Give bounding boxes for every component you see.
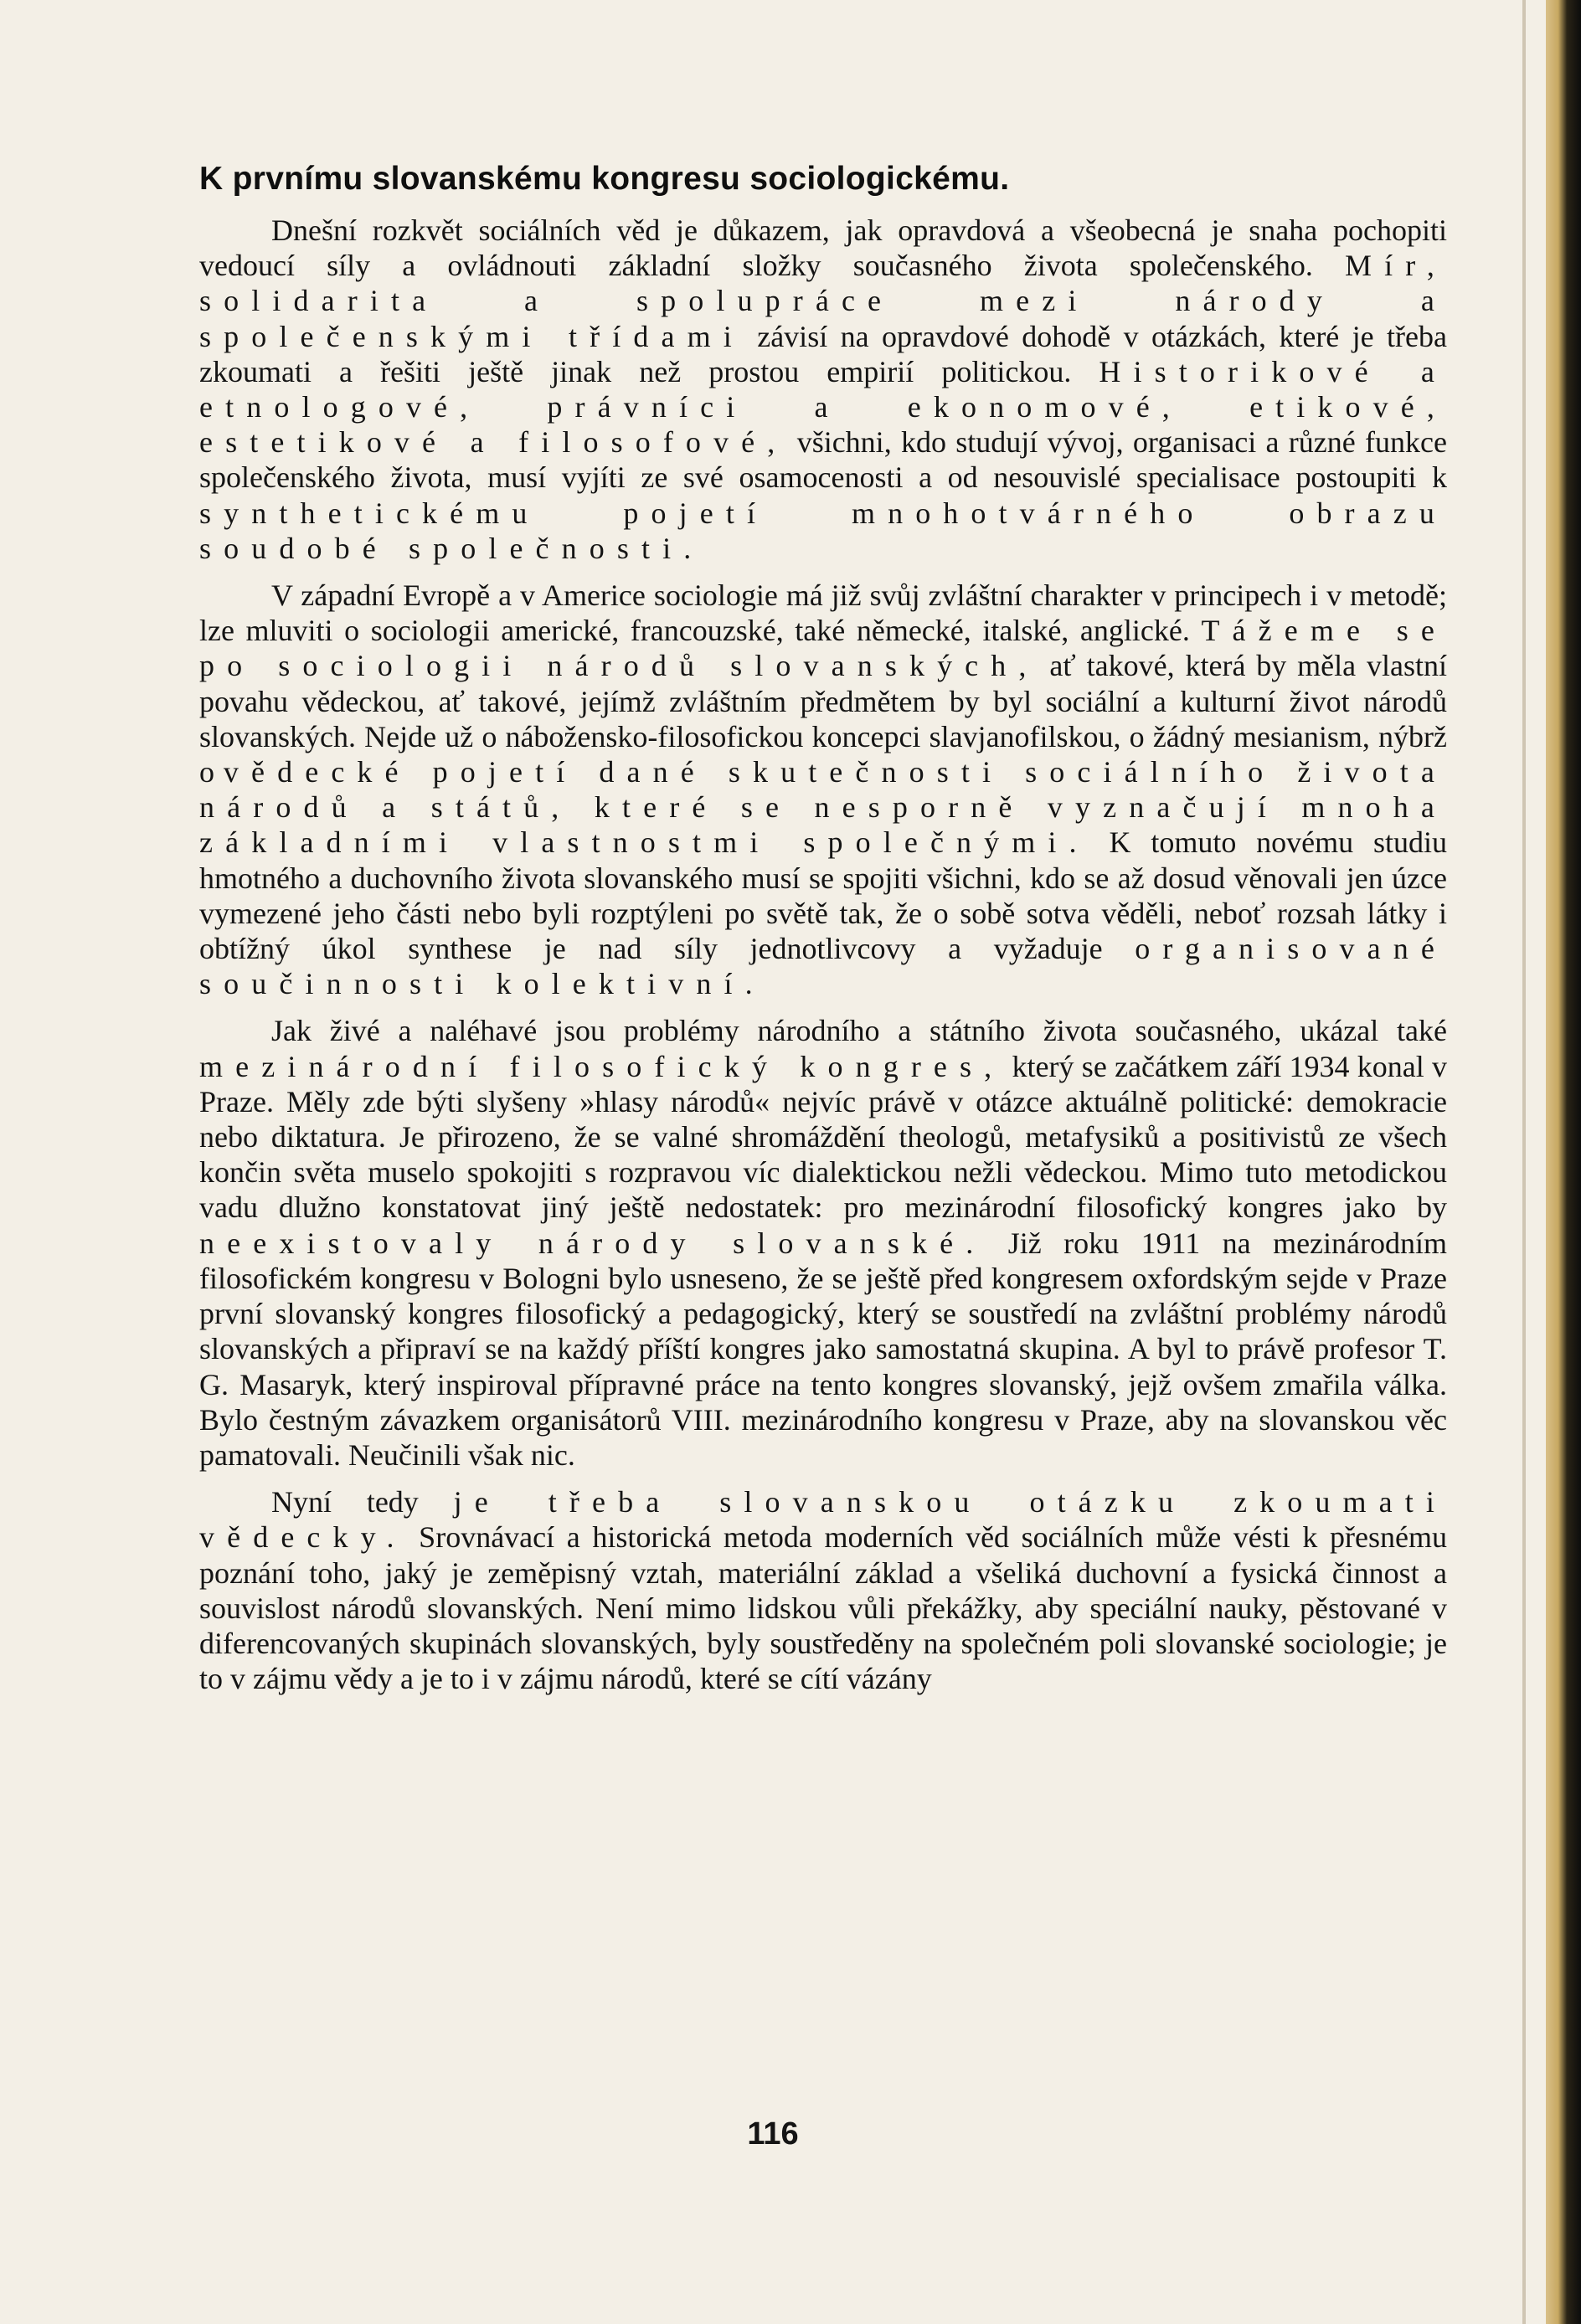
text-run: závisí na opravdové dohodě v otázkách, které je třeba zkoumati a řešiti ještě jinak než prostou empirií politickou. [199,319,1447,388]
page-number: 116 [747,2116,799,2152]
text-run: Nyní tedy [271,1485,454,1519]
paragraph-2 [199,578,1447,1001]
page-edge [1546,0,1581,2324]
spaced-emphasis: neexistovaly národy slovanské. [199,1226,986,1260]
text-run: Jak živé a naléhavé jsou problémy národního a státního života současného, ukázal také [271,1014,1447,1048]
text-run: Srovnávací a historická metoda moderních věd sociálních může vésti k přesnému poznání toho, jaký je zeměpisný vztah, materiální základ a všeliká duchovní a fysická činnost a souvislost národů slovanských. Není mimo lidskou vůli překážky, aby speciální nauky, pěstované v diferencovaných skupinách slovanských, byly soustředěny na společném poli slovanské sociologie; je to v zájmu vědy a je to i v zájmu národů, které se cítí vázány [199,1520,1447,1696]
spaced-emphasis: Historikové a etnologové, právníci a ekonomové, etikové, estetikové a filosofové, [199,354,1447,460]
page-fold-line [1522,0,1526,2324]
paragraph-3 [199,1013,1447,1473]
text-run: Dnešní rozkvět sociálních věd je důkazem, jak opravdová a všeobecná je snaha pochopiti vedoucí síly a ovládnouti základní složky současného života společenského. [199,213,1447,283]
article-title: K prvnímu slovanskému kongresu sociologickému. [199,161,1010,197]
spaced-emphasis: Tážeme se po sociologii národů slovanských, [199,614,1447,683]
spaced-emphasis: mezinárodní filosofický kongres, [199,1049,1005,1083]
spaced-emphasis: synthetickému pojetí mnohotvárného obrazu soudobé společnosti. [199,496,1447,565]
page-content [199,161,1447,1708]
text-run: ať takové, která by měla vlastní povahu vědeckou, ať takové, jejímž zvláštním předmětem by byl sociální a kulturní život národů slovanských. Nejde už o nábožensko-filosofickou koncepci slavjanofilskou, o žádný mesianism, nýbrž o [199,649,1447,789]
text-run: všichni, kdo studují vývoj, organisaci a různé funkce společenského života, musí vyjíti ze své osamocenosti a od nesouvislé specialisace postoupiti k [199,425,1447,495]
spaced-emphasis: vědecké pojetí dané skutečnosti sociálního života národů a států, které se nesporně vyznačují mnoha základními vlastnostmi společnými. [199,755,1447,860]
text-run: který se začátkem září 1934 konal v Praze. Měly zde býti slyšeny »hlasy národů« nejvíc právě v otázce aktuálně politické: demokracie nebo diktatura. Je přirozeno, že se valné shromáždění theologů, metafysiků a positivistů ze všech končin světa muselo spokojiti s rozpravou víc dialektickou nežli vědeckou. Mimo tuto metodickou vadu dlužno konstatovat jiný ještě nedostatek: pro mezinárodní filosofický kongres jako by [199,1049,1448,1225]
text-run: V západní Evropě a v Americe sociologie má již svůj zvláštní charakter v principech i v metodě; lze mluviti o sociologii americké, francouzské, také německé, italské, anglické. [199,578,1447,648]
spaced-emphasis: organisované součinnosti kolektivní. [199,932,1447,1001]
text-run: K tomuto novému studiu hmotného a duchovního života slovanského musí se spojiti všichni, kdo se až dosud věnovali jen úzce vymezené jeho části nebo byli rozptýleni po světě tak, že o sobě sotva věděli, neboť rozsah látky i obtížný úkol synthese je nad síly jednotlivcovy a vyžaduje [199,825,1447,966]
text-run: Již roku 1911 na mezinárodním filosofickém kongresu v Bologni bylo usneseno, že se ještě před kongresem oxfordským sejde v Praze první slovanský kongres filosofický a pedagogický, který se soustředí na zvláštní problémy národů slovanských a připraví se na každý příští kongres jako samostatná skupina. A byl to právě profesor T. G. Masaryk, který inspiroval přípravné práce na tento kongres slovanský, jejž ovšem zmařila válka. Bylo čestným závazkem organisátorů VIII. mezinárodního kongresu v Praze, aby na slovanskou věc pamatovali. Neučinili však nic. [199,1226,1447,1472]
paragraph-1 [199,213,1447,566]
paragraph-4 [199,1484,1447,1696]
spaced-emphasis: je třeba slovanskou otázku zkoumati vědecky. [199,1485,1447,1555]
spaced-emphasis: Mír, solidarita a spolupráce mezi národy a společenskými třídami [199,249,1447,353]
